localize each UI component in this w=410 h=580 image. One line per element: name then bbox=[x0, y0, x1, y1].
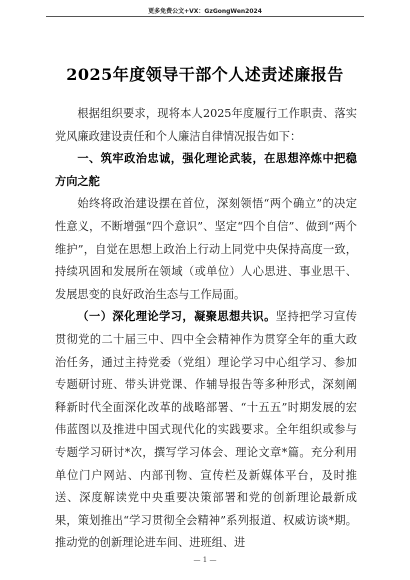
document-body bbox=[55, 103, 357, 555]
subsection-1-paragraph bbox=[55, 306, 357, 555]
subsection-1-text: 坚持把学习宣传贯彻党的二十届三中、四中全会精神作为贯穿全年的重大政治任务，通过主持党委（党组）理论学习中心组学习、参加专题研讨班、带头讲党课、作辅导报告等多种形式，深刻阐释新时代全面深化改革的战略部署、“十五五”时期发展的宏伟蓝图以及推进中国式现代化的实践要求。全年组织或参与专题学习研讨*次，撰写学习体会、理论文章*篇。充分利用单位门户网站、内部刊物、宣传栏及新媒体平台，及时推送、深度解读党中央重要决策部署和党的创新理论最新成果，策划推出“学习贯彻全会精神”系列报道、权威访谈*期。推动党的创新理论进车间、进班组、进 bbox=[55, 310, 357, 550]
header-divider bbox=[46, 16, 364, 17]
section-heading-1: 一、筑牢政治忠诚，强化理论武装，在思想淬炼中把稳方向之舵 bbox=[55, 152, 357, 188]
page-header: 更多免费公文+VX：GzGongWen2024 bbox=[148, 8, 262, 15]
intro-paragraph: 根据组织要求，现将本人2025年度履行工作职责、落实党风廉政建设责任和个人廉洁自律情况报告如下： bbox=[55, 107, 357, 143]
document-title: 2025年度领导干部个人述责述廉报告 bbox=[66, 65, 344, 84]
section-1-paragraph: 始终将政治建设摆在首位，深刻领悟“两个确立”的决定性意义，不断增强“四个意识”、坚定“四个自信”、做到“两个维护”，自觉在思想上政治上行动上同党中央保持高度一致，持续巩固和发展所在领域（或单位）人心思进、事业思干、发展思变的良好政治生态与工作局面。 bbox=[55, 197, 357, 301]
page-number: — 1 — bbox=[193, 556, 217, 564]
subsection-heading-1: （一）深化理论学习，凝聚思想共识。 bbox=[77, 310, 276, 324]
